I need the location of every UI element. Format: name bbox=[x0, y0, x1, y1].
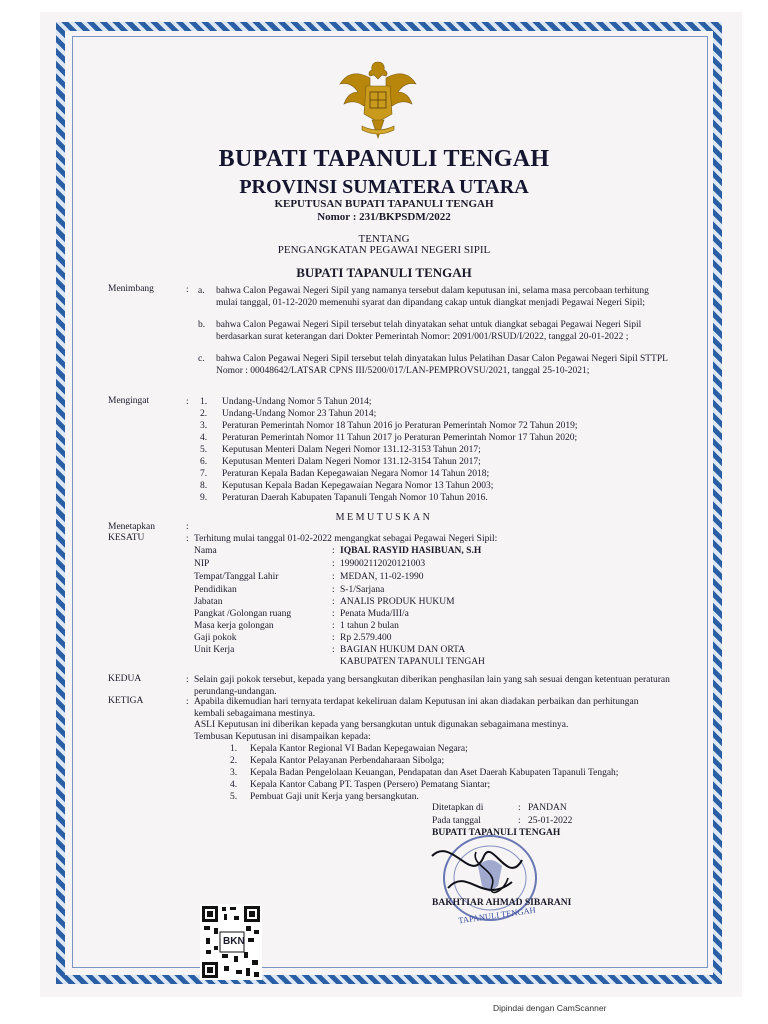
menimbang-item-b: bahwa Calon Pegawai Negeri Sipil tersebut telah dinyatakan sehat untuk diangkat sebagai Pegawai Negeri Sipil berdasarkan surat keterangan dari Dokter Pemerintah Nomor: 2091/001/RSUD/I/2022, tanggal 20-01-2022 ; bbox=[216, 320, 642, 342]
field-label: Tempat/Tanggal Lahir bbox=[194, 572, 279, 582]
list-marker: 1. bbox=[200, 397, 208, 407]
list-marker: 9. bbox=[200, 493, 208, 503]
ketiga-label: KETIGA bbox=[108, 696, 144, 706]
colon: : bbox=[332, 633, 335, 643]
menetapkan-label: Menetapkan bbox=[108, 522, 155, 532]
qr-label: BKN bbox=[223, 936, 245, 947]
list-marker: 2. bbox=[200, 409, 208, 419]
colon: : bbox=[332, 609, 335, 619]
tembusan-item: Kepala Kantor Regional VI Badan Kepegawaian Negara; bbox=[250, 744, 468, 754]
colon: : bbox=[332, 645, 335, 655]
colon: : bbox=[186, 675, 189, 685]
menimbang-item-a: bahwa Calon Pegawai Negeri Sipil yang namanya tersebut dalam keputusan ini, selama masa percobaan terhitung mulai tanggal, 01-12-2020 memenuhi syarat dan dipandang cakap untuk diangkat menjadi Pegawai Negeri Sipil; bbox=[216, 286, 649, 308]
list-marker: 5. bbox=[230, 792, 238, 802]
mengingat-item: Peraturan Pemerintah Nomor 11 Tahun 2017 jo Peraturan Pemerintah Nomor 17 Tahun 2020; bbox=[222, 433, 578, 443]
colon: : bbox=[186, 534, 189, 544]
list-marker: 5. bbox=[200, 445, 208, 455]
mengingat-item: Keputusan Kepala Badan Kepegawaian Negara Nomor 13 Tahun 2003; bbox=[222, 481, 494, 491]
signer-name: BAKHTIAR AHMAD SIBARANI bbox=[432, 898, 572, 908]
colon: : bbox=[332, 585, 335, 595]
field-value-rank: Penata Muda/III/a bbox=[340, 609, 409, 619]
field-label: NIP bbox=[194, 559, 210, 569]
mengingat-label: Mengingat bbox=[108, 396, 150, 406]
field-value-nip: 199002112020121003 bbox=[340, 559, 426, 569]
colon: : bbox=[332, 559, 335, 569]
about-label: TENTANG bbox=[358, 233, 410, 245]
asli-text: ASLI Keputusan ini diberikan kepada yang bersangkutan untuk digunakan sebagaimana mestinya. bbox=[194, 720, 569, 730]
decree-title: KEPUTUSAN BUPATI TAPANULI TENGAH bbox=[274, 198, 494, 210]
page-title: BUPATI TAPANULI TENGAH bbox=[218, 146, 550, 172]
stamp-text: TAPANULI TENGAH bbox=[457, 904, 537, 926]
province-title: PROVINSI SUMATERA UTARA bbox=[239, 176, 529, 198]
colon: : bbox=[332, 621, 335, 631]
colon: : bbox=[186, 285, 189, 295]
list-marker: 4. bbox=[200, 433, 208, 443]
colon: : bbox=[332, 572, 335, 582]
field-label: Jabatan bbox=[194, 597, 223, 607]
memutuskan-heading: MEMUTUSKAN bbox=[335, 512, 433, 523]
kesatu-label: KESATU bbox=[108, 533, 145, 543]
field-value-unit: BAGIAN HUKUM DAN ORTA bbox=[340, 645, 466, 655]
scanner-footer: Dipindai dengan CamScanner bbox=[493, 1003, 607, 1013]
kedua-text: Selain gaji pokok tersebut, kepada yang bersangkutan diberikan penghasilan lain yang sah sesuai dengan ketentuan peraturan perundang-undangan. bbox=[194, 675, 670, 697]
colon: : bbox=[332, 597, 335, 607]
colon: : bbox=[186, 397, 189, 407]
field-value-education: S-1/Sarjana bbox=[340, 585, 385, 595]
list-marker: 3. bbox=[200, 421, 208, 431]
list-marker: c. bbox=[198, 354, 205, 364]
mengingat-item: Keputusan Menteri Dalam Negeri Nomor 131.12-3154 Tahun 2017; bbox=[222, 457, 481, 467]
about-subject: PENGANGKATAN PEGAWAI NEGERI SIPIL bbox=[277, 244, 491, 256]
menimbang-item-c: bahwa Calon Pegawai Negeri Sipil tersebut telah dinyatakan lulus Pelatihan Dasar Calon Pegawai Negeri Sipil STTPL Nomor : 00048642/LATSAR CPNS III/5200/017/LAN-PEMPROVSU/2021, tanggal 25-10-2021; bbox=[216, 354, 668, 376]
kedua-label: KEDUA bbox=[108, 674, 142, 684]
colon: : bbox=[518, 803, 521, 813]
list-marker: 7. bbox=[200, 469, 208, 479]
mengingat-item: Peraturan Pemerintah Nomor 18 Tahun 2016 jo Peraturan Pemerintah Nomor 72 Tahun 2019; bbox=[222, 421, 578, 431]
list-marker: b. bbox=[198, 320, 206, 330]
field-value-name: IQBAL RASYID HASIBUAN, S.H bbox=[340, 546, 482, 556]
list-marker: 4. bbox=[230, 780, 238, 790]
field-label: Pendidikan bbox=[194, 585, 237, 595]
list-marker: a. bbox=[198, 286, 205, 296]
mengingat-item: Undang-Undang Nomor 5 Tahun 2014; bbox=[222, 397, 372, 407]
colon: : bbox=[186, 522, 189, 532]
field-label: Unit Kerja bbox=[194, 645, 235, 655]
date-value: 25-01-2022 bbox=[528, 816, 573, 826]
mengingat-item: Undang-Undang Nomor 23 Tahun 2014; bbox=[222, 409, 377, 419]
place-value: PANDAN bbox=[528, 803, 567, 813]
tembusan-item: Pembuat Gaji unit Kerja yang bersangkutan. bbox=[250, 792, 419, 802]
field-label: Nama bbox=[194, 546, 217, 556]
field-value-unit-line2: KABUPATEN TAPANULI TENGAH bbox=[340, 657, 485, 667]
signer-title: BUPATI TAPANULI TENGAH bbox=[432, 828, 561, 838]
colon: : bbox=[332, 546, 335, 556]
menimbang-label: Menimbang bbox=[108, 284, 154, 294]
field-label: Gaji pokok bbox=[194, 633, 237, 643]
list-marker: 2. bbox=[230, 756, 238, 766]
tembusan-label: Tembusan Keputusan ini disampaikan kepada: bbox=[194, 732, 371, 742]
list-marker: 8. bbox=[200, 481, 208, 491]
tembusan-item: Kepala Kantor Cabang PT. Taspen (Persero) Pematang Siantar; bbox=[250, 780, 491, 790]
tembusan-item: Kepala Kantor Pelayanan Perbendaharaan Sibolga; bbox=[250, 756, 445, 766]
list-marker: 1. bbox=[230, 744, 238, 754]
mengingat-item: Peraturan Daerah Kabupaten Tapanuli Tengah Nomor 10 Tahun 2016. bbox=[222, 493, 488, 503]
decree-number: Nomor : 231/BKPSDM/2022 bbox=[317, 211, 451, 223]
field-label: Pangkat /Golongan ruang bbox=[194, 609, 292, 619]
field-value-position: ANALIS PRODUK HUKUM bbox=[340, 597, 455, 607]
issuer-heading: BUPATI TAPANULI TENGAH bbox=[296, 265, 472, 280]
field-value-salary: Rp 2.579.400 bbox=[340, 633, 392, 643]
qr-code bbox=[200, 904, 262, 980]
ketiga-text: Apabila dikemudian hari ternyata terdapat kekeliruan dalam Keputusan ini akan diadakan perbaikan dan perhitungan kembali sebagaimana mestinya. bbox=[194, 697, 639, 719]
garuda-emblem-icon bbox=[336, 56, 420, 146]
kesatu-intro: Terhitung mulai tanggal 01-02-2022 mengangkat sebagai Pegawai Negeri Sipil: bbox=[194, 534, 498, 544]
colon: : bbox=[186, 697, 189, 707]
list-marker: 6. bbox=[200, 457, 208, 467]
date-label: Pada tanggal bbox=[432, 816, 481, 826]
colon: : bbox=[518, 816, 521, 826]
field-value-tenure: 1 tahun 2 bulan bbox=[340, 621, 399, 631]
mengingat-item: Peraturan Kepala Badan Kepegawaian Negara Nomor 14 Tahun 2018; bbox=[222, 469, 490, 479]
tembusan-item: Kepala Badan Pengelolaan Keuangan, Pendapatan dan Aset Daerah Kabupaten Tapanuli Tengah; bbox=[250, 768, 619, 778]
place-label: Ditetapkan di bbox=[432, 803, 484, 813]
field-value-birth: MEDAN, 11-02-1990 bbox=[340, 572, 424, 582]
list-marker: 3. bbox=[230, 768, 238, 778]
field-label: Masa kerja golongan bbox=[194, 621, 274, 631]
mengingat-item: Keputusan Menteri Dalam Negeri Nomor 131.12-3153 Tahun 2017; bbox=[222, 445, 481, 455]
